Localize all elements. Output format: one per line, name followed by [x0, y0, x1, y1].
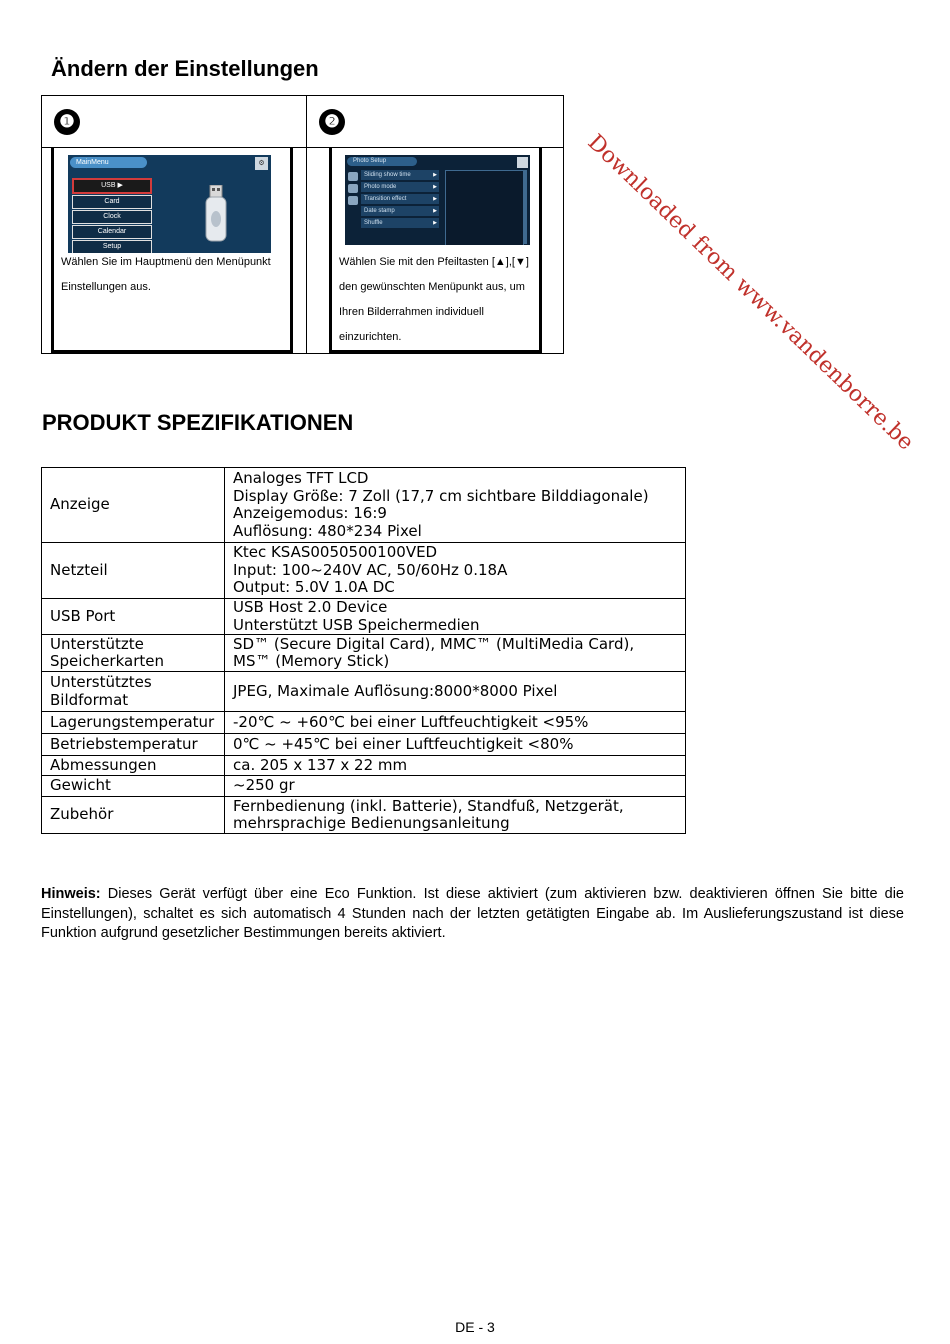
spec-table [41, 467, 686, 834]
spec-row [42, 599, 686, 635]
settings-icon: ⚙ [255, 157, 268, 170]
menu-item-setup: Setup [72, 240, 152, 253]
section-title-settings: Ändern der Einstellungen [51, 56, 319, 81]
hint-label: Hinweis: [41, 886, 101, 902]
spec-value: Ktec KSAS0050500100VED Input: 100~240V AC, 50/60Hz 0.18A Output: 5.0V 1.0A DC [225, 543, 686, 599]
setup-item-shuffle: Shuffle ▶ [361, 218, 439, 228]
menu-item-clock: Clock [72, 210, 152, 224]
spec-row [42, 672, 686, 712]
spec-value: USB Host 2.0 Device Unterstützt USB Speichermedien [225, 599, 686, 635]
setup-item-transition-effect: Transition effect ▶ [361, 194, 439, 204]
menu-item-card: Card [72, 195, 152, 209]
spec-row [42, 734, 686, 756]
photo-setup-list [361, 170, 439, 230]
step-number-2: ❷ [319, 109, 345, 135]
calendar-category-icon [348, 184, 358, 193]
hint-text: Dieses Gerät verfügt über eine Eco Funktion. Ist diese aktiviert (zum aktivieren bzw. deaktivieren öffnen Sie bitte die Einstellungen), schaltet es sich automatisch 4 Stunden nach der letzten getätigten Eingabe ab. Im Auslieferungszustand ist diese Funktion aufgrund gesetzlicher Bestimmungen bereits aktiviert. [41, 886, 904, 941]
watermark: Downloaded from www.vandenborre.be [582, 130, 919, 456]
column-divider [306, 96, 307, 353]
step1-instruction: Wählen Sie im Hauptmenü den Menüpunkt Einstellungen aus. [61, 256, 271, 293]
photo-category-icon [348, 172, 358, 181]
spec-row [42, 797, 686, 834]
gear-category-icon [348, 196, 358, 205]
spec-row [42, 543, 686, 599]
spec-key: Unterstützte Speicherkarten [42, 635, 225, 672]
main-menu-list [72, 178, 152, 253]
spec-row [42, 468, 686, 543]
photo-setup-title: Photo Setup [347, 157, 417, 166]
usb-stick-icon [203, 185, 229, 243]
spec-key: Unterstütztes Bildformat [42, 672, 225, 712]
spec-key: Anzeige [42, 468, 225, 543]
spec-value: 0℃ ~ +45℃ bei einer Luftfeuchtigkeit <80% [225, 734, 686, 756]
spec-key: Betriebstemperatur [42, 734, 225, 756]
screenshot-photo-setup [345, 155, 530, 245]
spec-value: JPEG, Maximale Auflösung:8000*8000 Pixel [225, 672, 686, 712]
spec-value: Fernbedienung (inkl. Batterie), Standfuß, Netzgerät, mehrsprachige Bedienungsanleitung [225, 797, 686, 834]
spec-value: SD™ (Secure Digital Card), MMC™ (MultiMedia Card), MS™ (Memory Stick) [225, 635, 686, 672]
section-title-specs: PRODUKT SPEZIFIKATIONEN [42, 410, 354, 435]
spec-value: Analoges TFT LCD Display Größe: 7 Zoll (17,7 cm sichtbare Bilddiagonale) Anzeigemodus: 16:9 Auflösung: 480*234 Pixel [225, 468, 686, 543]
step-number-1: ❶ [54, 109, 80, 135]
spec-key: Gewicht [42, 776, 225, 797]
spec-key: Lagerungstemperatur [42, 712, 225, 734]
spec-value: ~250 gr [225, 776, 686, 797]
spec-key: Netzteil [42, 543, 225, 599]
spec-row [42, 712, 686, 734]
setup-category-icons [348, 172, 360, 208]
menu-item-usb: USB ▶ [72, 178, 152, 194]
spec-value: ca. 205 x 137 x 22 mm [225, 756, 686, 776]
screenshot-main-menu [68, 155, 271, 253]
spec-value: -20℃ ~ +60℃ bei einer Luftfeuchtigkeit <95% [225, 712, 686, 734]
spec-key: Zubehör [42, 797, 225, 834]
setup-preview-panel [445, 170, 524, 245]
setup-item-photo-mode: Photo mode ▶ [361, 182, 439, 192]
scrollbar [523, 170, 527, 244]
page-number: DE - 3 [455, 1319, 495, 1335]
main-menu-title: MainMenu [70, 157, 147, 168]
spec-row [42, 756, 686, 776]
step2-instruction: Wählen Sie mit den Pfeiltasten [▲],[▼] den gewünschten Menüpunkt aus, um Ihren Bilderrahmen individuell einzurichten. [339, 256, 529, 343]
setup-item-date-stamp: Date stamp ▶ [361, 206, 439, 216]
spec-key: Abmessungen [42, 756, 225, 776]
screen-badge-icon [517, 157, 528, 168]
hint-paragraph [41, 885, 904, 944]
spec-row [42, 635, 686, 672]
spec-key: USB Port [42, 599, 225, 635]
menu-item-calendar: Calendar [72, 225, 152, 239]
steps-table [41, 95, 564, 354]
setup-item-sliding-show-time: Sliding show time ▶ [361, 170, 439, 180]
spec-row [42, 776, 686, 797]
